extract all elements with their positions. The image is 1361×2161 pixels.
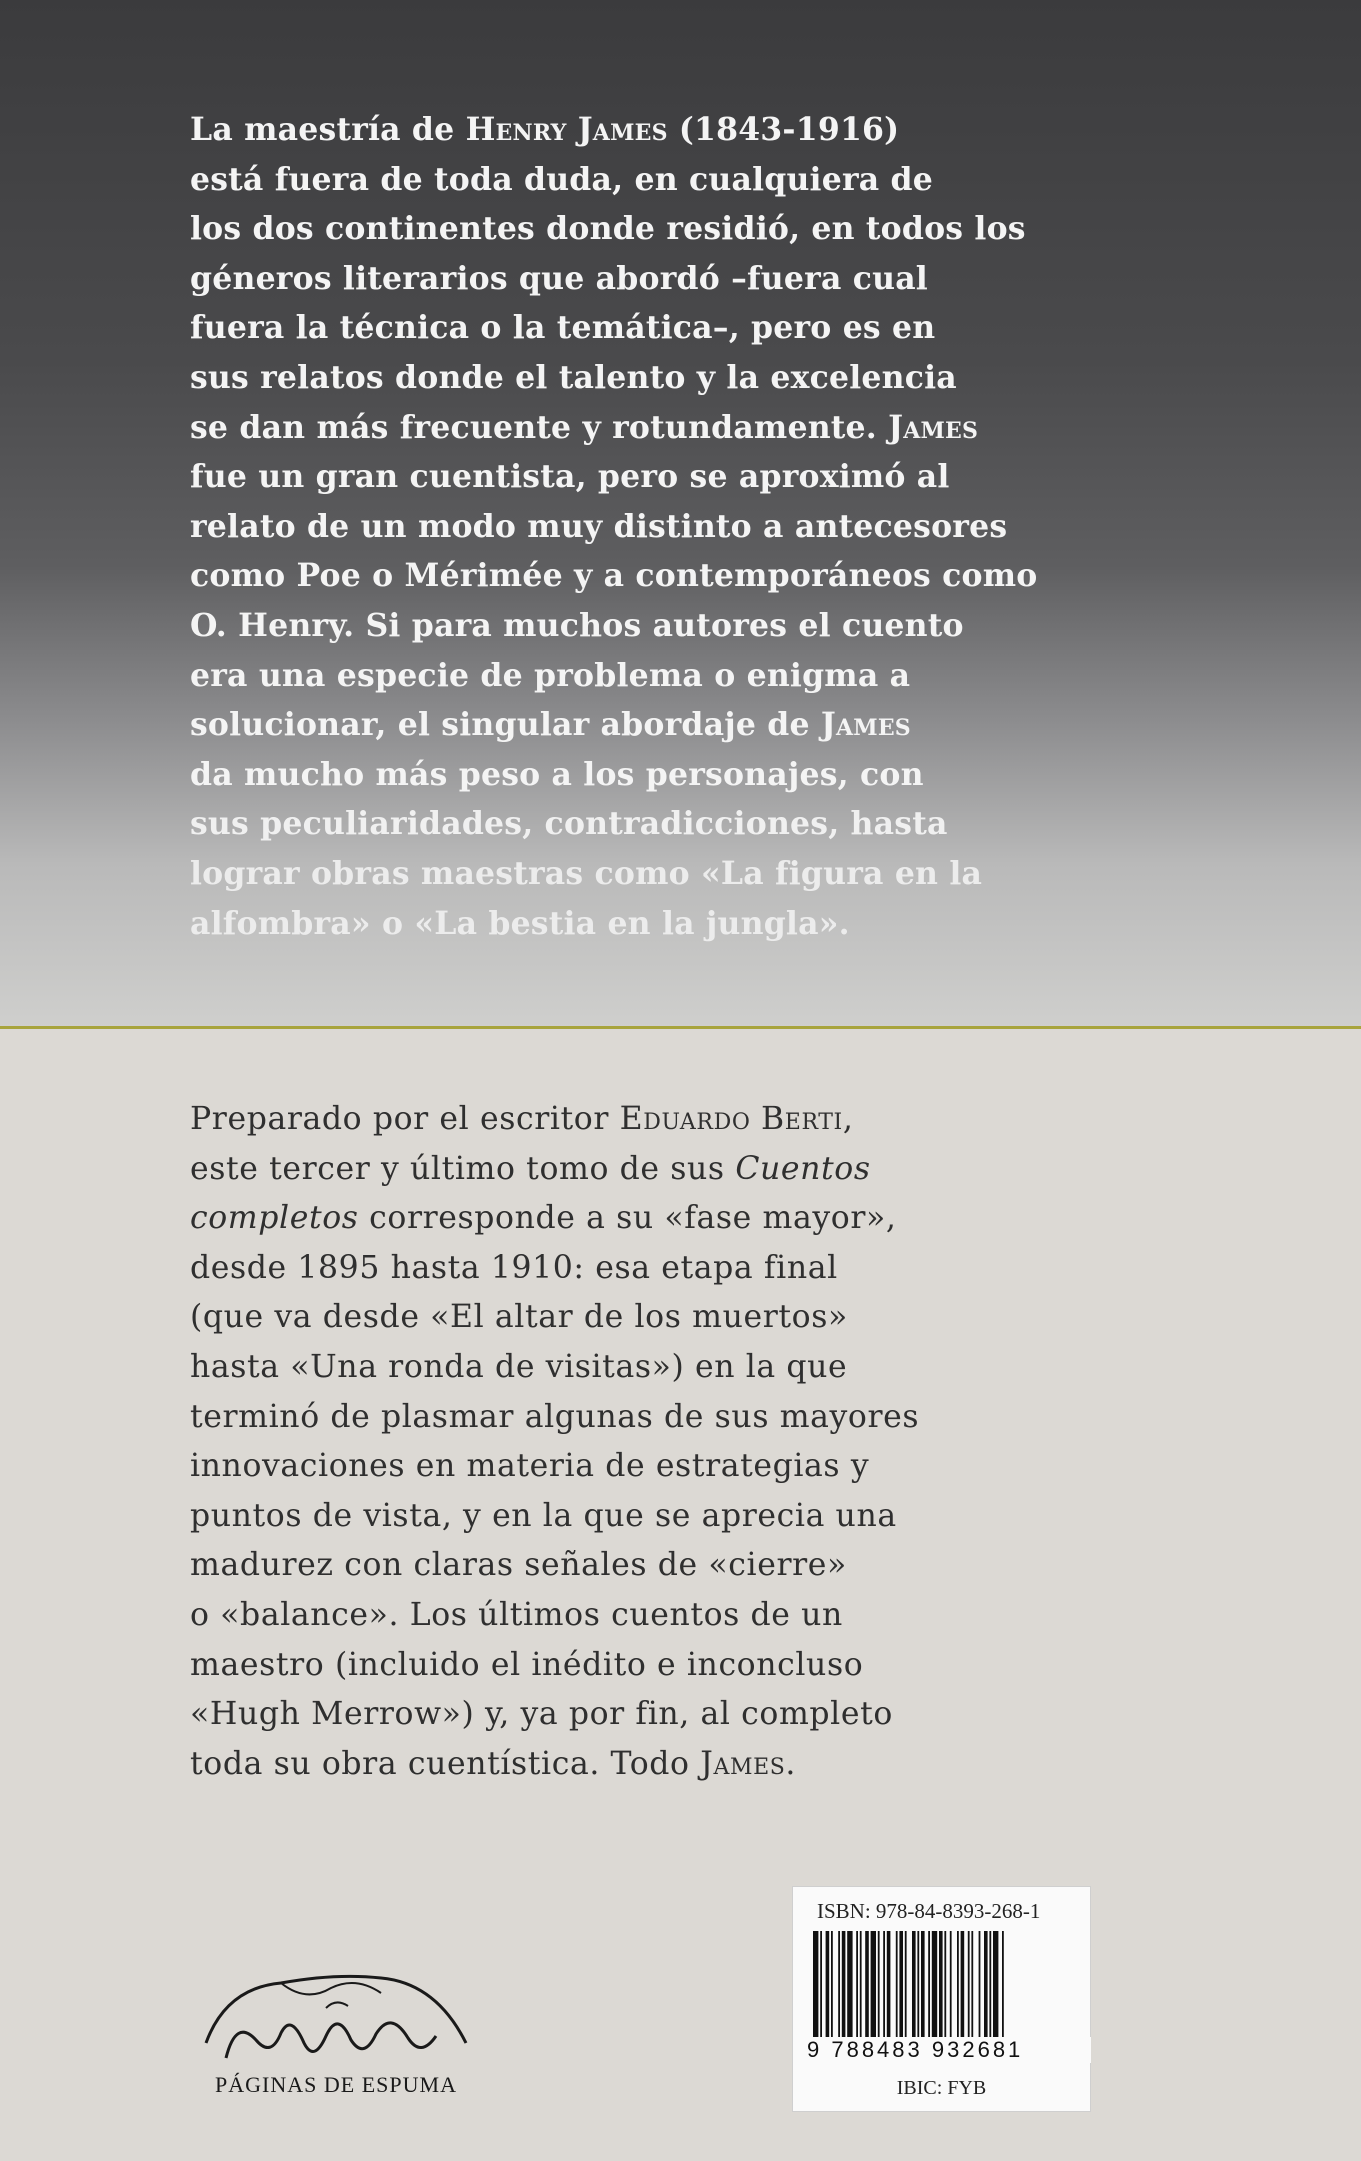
book-title-italic: Cuentos (735, 1150, 871, 1187)
desc-line: completos corresponde a su «fase mayor», (190, 1200, 897, 1237)
blurb-line: alfombra» o «La bestia en la jungla». (190, 904, 850, 942)
barcode-digits: 9 788483 932681 (803, 2037, 1091, 2063)
desc-line: innovaciones en materia de estrategias y (190, 1448, 870, 1485)
blurb-line: da mucho más peso a los personajes, con (190, 755, 924, 793)
desc-line: terminó de plasmar algunas de sus mayores (190, 1398, 920, 1435)
desc-line: o «balance». Los últimos cuentos de un (190, 1596, 843, 1633)
blurb-line: sus peculiaridades, contradicciones, hasta (190, 805, 948, 843)
ibic-code: IBIC: FYB (896, 2077, 987, 2099)
publisher-name: PÁGINAS DE ESPUMA (215, 2072, 457, 2097)
blurb-line: se dan más frecuente y rotundamente. James (190, 408, 979, 446)
isbn-barcode-block (792, 1886, 1091, 2112)
blurb-line: fuera la técnica o la temática–, pero es en (190, 309, 936, 347)
blurb-line: relato de un modo muy distinto a antecesores (190, 507, 1008, 545)
desc-line: maestro (incluido el inédito e inconcluso (190, 1646, 864, 1683)
blurb-line: La maestría de Henry James (1843-1916) (190, 111, 900, 148)
small-caps-name: James (820, 706, 911, 744)
blurb-line: está fuera de toda duda, en cualquiera de (190, 160, 934, 198)
small-caps-name: James (888, 408, 979, 446)
desc-line: desde 1895 hasta 1910: esa etapa final (190, 1249, 838, 1286)
blurb-line: los dos continentes donde residió, en todos los (190, 210, 1026, 248)
isbn-number: ISBN: 978-84-8393-268-1 (817, 1899, 1041, 1923)
book-title-italic: completos (190, 1200, 359, 1237)
desc-line: «Hugh Merrow») y, ya por fin, al completo (190, 1696, 893, 1733)
blurb-line: como Poe o Mérimée y a contemporáneos como (190, 557, 1038, 595)
blurb-line: fue un gran cuentista, pero se aproximó al (190, 458, 950, 496)
desc-line: (que va desde «El altar de los muertos» (190, 1299, 848, 1336)
small-caps-name: Henry James (465, 111, 668, 148)
blurb-line: géneros literarios que abordó –fuera cual (190, 259, 928, 297)
blurb-line: lograr obras maestras como «La figura en la (190, 854, 983, 892)
desc-line: Preparado por el escritor Eduardo Berti, (190, 1101, 854, 1137)
blurb-line: O. Henry. Si para muchos autores el cuento (190, 606, 964, 644)
blurb-line: sus relatos donde el talento y la excelencia (190, 358, 957, 396)
desc-line: puntos de vista, y en la que se aprecia una (190, 1497, 897, 1534)
desc-line: madurez con claras señales de «cierre» (190, 1547, 847, 1584)
author-blurb (190, 105, 1038, 948)
volume-description (190, 1095, 1020, 1789)
desc-line: hasta «Una ronda de visitas») en la que (190, 1348, 848, 1385)
small-caps-name: James (700, 1745, 786, 1782)
blurb-line: era una especie de problema o enigma a (190, 656, 911, 694)
blurb-line: solucionar, el singular abordaje de James (190, 706, 911, 744)
small-caps-name: Eduardo Berti (619, 1101, 843, 1137)
desc-line: este tercer y último tomo de sus Cuentos (190, 1150, 871, 1187)
desc-line: toda su obra cuentística. Todo James. (190, 1745, 797, 1782)
